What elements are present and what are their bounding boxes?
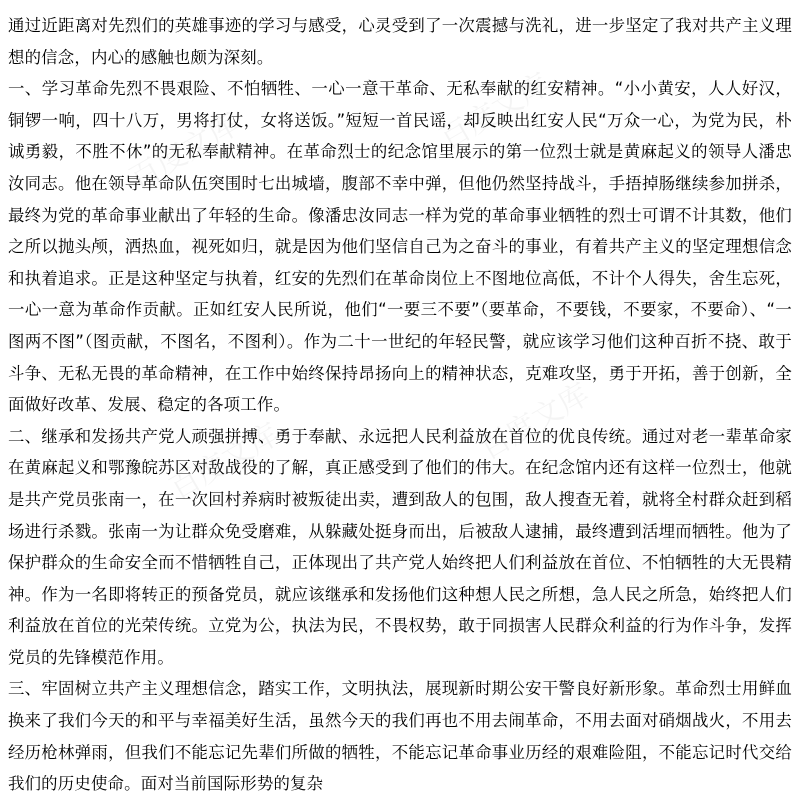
paragraph-section-two: 二、继承和发扬共产党人顽强拼搏、勇于奉献、永远把人民利益放在首位的优良传统。通过对老一辈革命家在黄麻起义和鄂豫皖苏区对敌战役的了解，真正感受到了他们的伟大。在纪念馆内还有这样一位烈士，他就是共产党员张南一，在一次回村养病时被叛徒出卖，遭到敌人的包围，敌人搜查无着，就将全村群众赶到稻场进行杀戮。张南一为让群众免受磨难，从躲藏处挺身而出，后被敌人逮捕，最终遭到活埋而牺牲。他为了保护群众的生命安全而不惜牺牲自己，正体现出了共产党人始终把人们利益放在首位、不怕牺牲的大无畏精神。作为一名即将转正的预备党员，就应该继承和发扬他们这种想人民之所想，急人民之所急，始终把人们利益放在首位的光荣传统。立党为公，执法为民，不畏权势，敢于同损害人民群众利益的行为作斗争，发挥党员的先锋模范作用。	[8, 426, 792, 667]
paragraph-section-three: 三、牢固树立共产主义理想信念，踏实工作，文明执法，展现新时期公安干警良好新形象。革命烈士用鲜血换来了我们今天的和平与幸福美好生活，虽然今天的我们再也不用去闹革命，不用去面对硝烟战火，不用去经历枪林弹雨，但我们不能忘记先辈们所做的牺牲，不能忘记革命事业历经的艰难险阻，不能忘记时代交给我们的历史使命。面对当前国际形势的复杂	[8, 679, 792, 794]
paragraph-intro: 通过近距离对先烈们的英雄事迹的学习与感受，心灵受到了一次震撼与洗礼，进一步坚定了我对共产主义理想的信念，内心的感触也颇为深刻。	[8, 16, 792, 67]
paragraph-section-one: 一、学习革命先烈不畏艰险、不怕牺牲、一心一意干革命、无私奉献的红安精神。“小小黄安，人人好汉，铜锣一响，四十八万，男将打仗，女将送饭。”短短一首民谣，却反映出红安人民“万众一心，为党为民，朴诚勇毅，不胜不休”的无私奉献精神。在革命烈士的纪念馆里展示的第一位烈士就是黄麻起义的领导人潘忠汝同志。他在领导革命队伍突围时七出城墙，腹部不幸中弹，但他仍然坚持战斗，手捂掉肠继续参加拼杀，最终为党的革命事业献出了年轻的生命。像潘忠汝同志一样为党的革命事业牺牲的烈士可谓不计其数，他们之所以抛头颅，洒热血，视死如归，就是因为他们坚信自己为之奋斗的事业，有着共产主义的坚定理想信念和执着追求。正是这种坚定与执着，红安的先烈们在革命岗位上不图地位高低，不计个人得失，舍生忘死，一心一意为革命作贡献。正如红安人民所说，他们“一要三不要”（要革命，不要钱，不要家，不要命）、“一图两不图”（图贡献，不图名，不图利）。作为二十一世纪的年轻民警，就应该学习他们这种百折不挠、敢于斗争、无私无畏的革命精神，在工作中始终保持昂扬向上的精神状态，克难攻坚，勇于开拓，善于创新，全面做好改革、发展、稳定的各项工作。	[8, 79, 792, 415]
